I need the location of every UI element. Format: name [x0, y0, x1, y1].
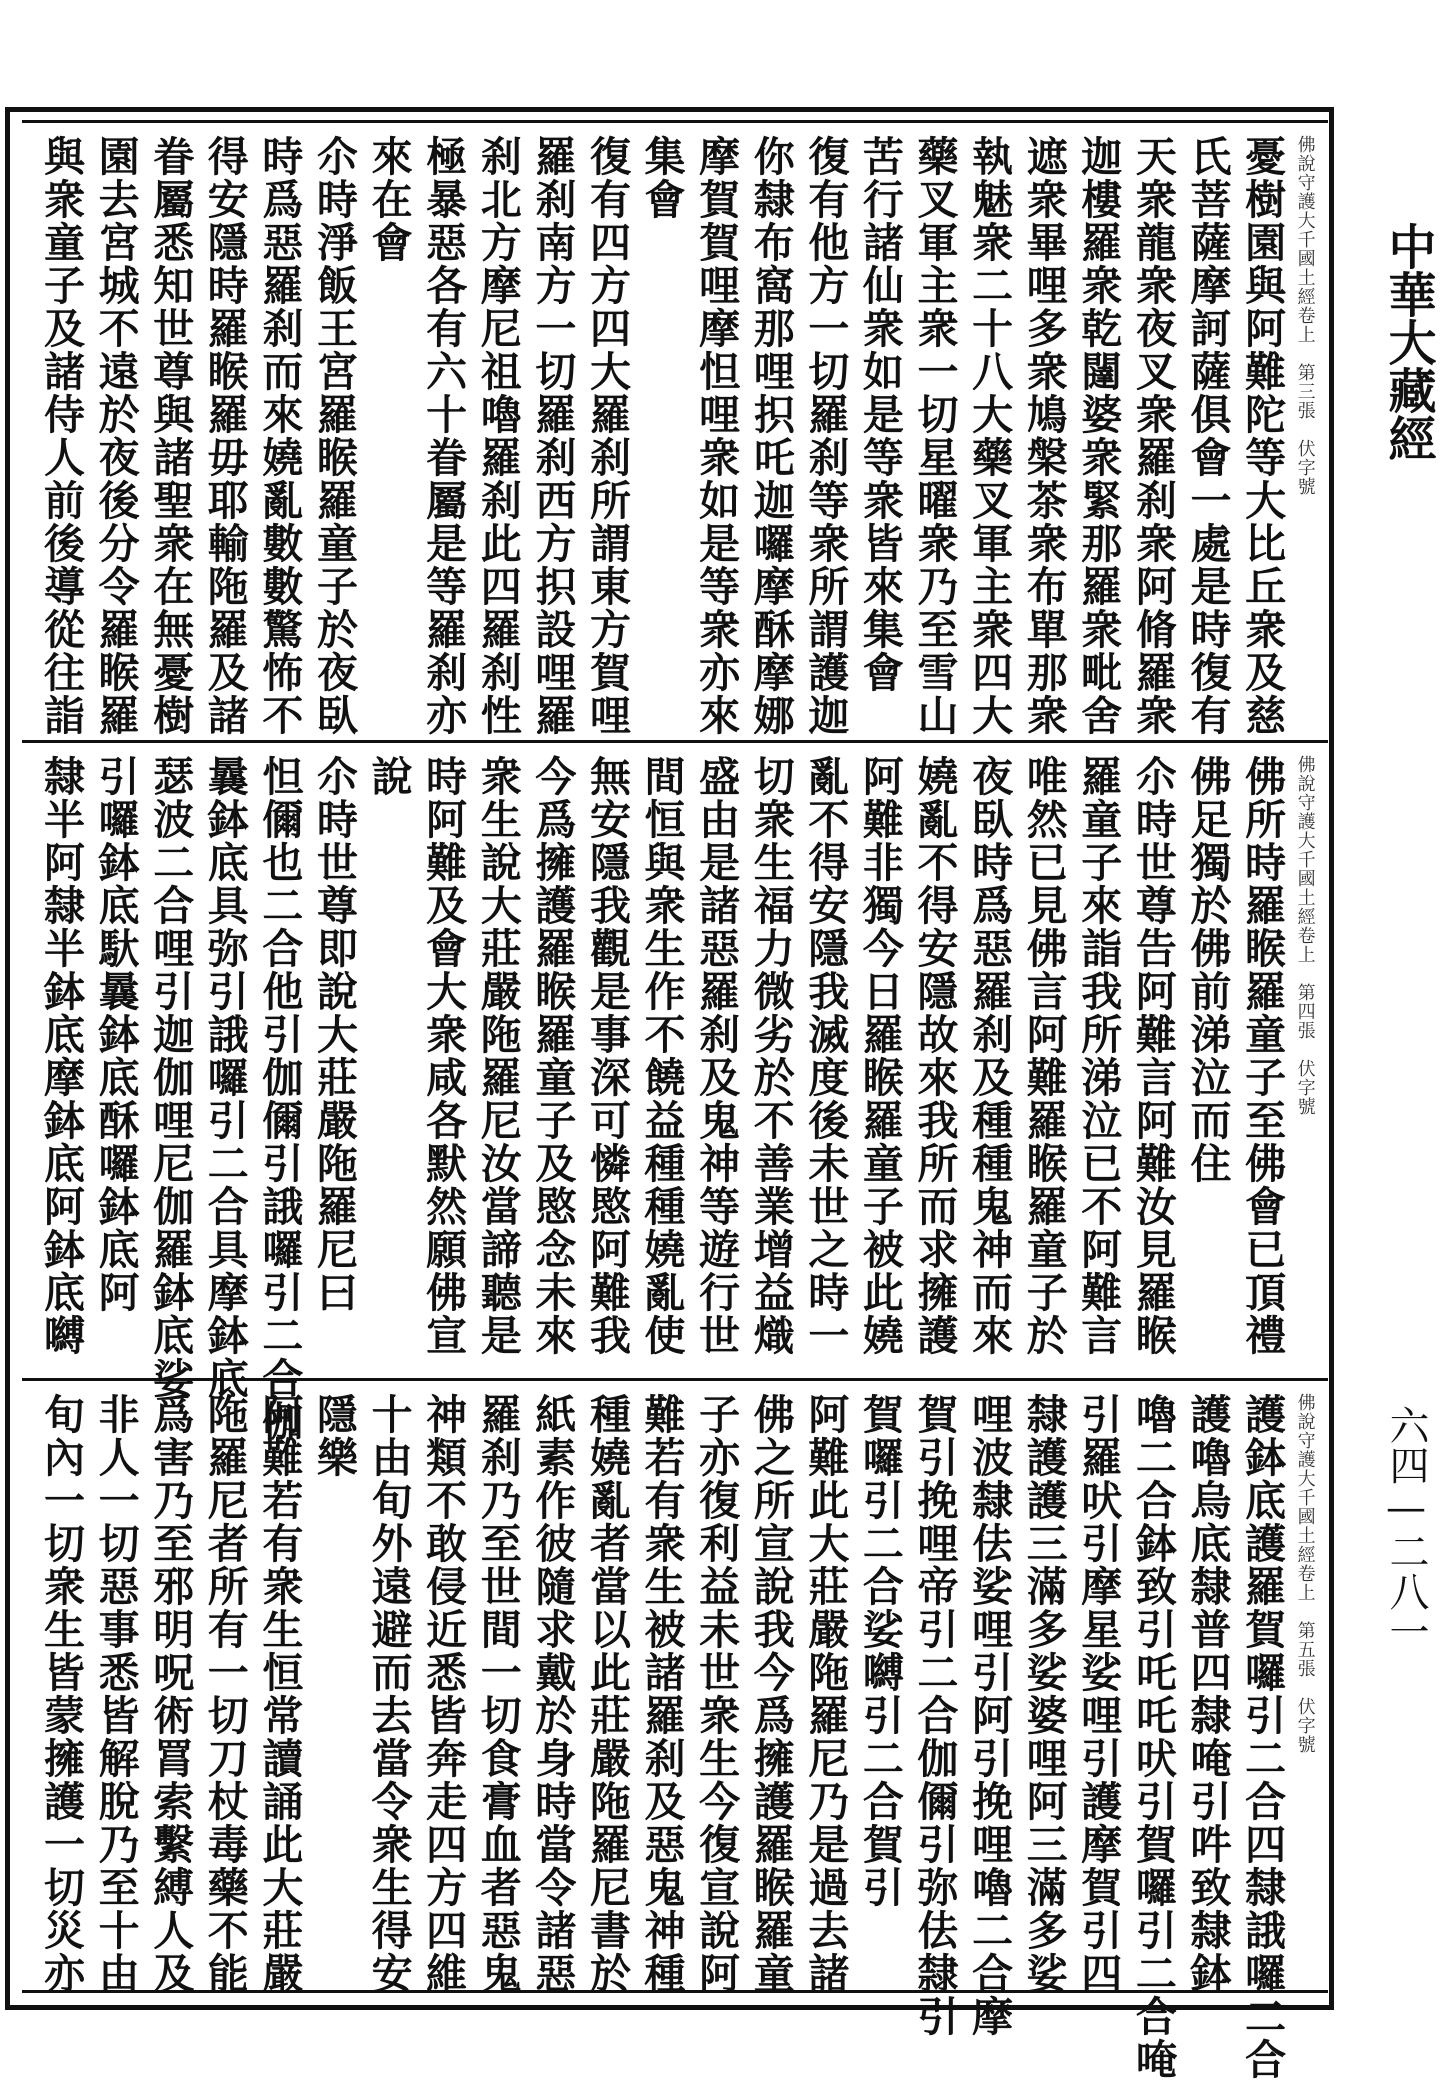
text-column: 唯然已見佛言阿難羅睺羅童子於: [1019, 755, 1068, 1357]
text-column: 時爲惡羅刹而來嬈亂數數驚怖不: [255, 135, 304, 737]
text-column: 今爲擁護羅睺羅童子及愍念未來: [528, 755, 577, 1357]
register-top: [22, 120, 1328, 740]
text-column: 種嬈亂者當以此莊嚴陁羅尼書於: [582, 1393, 631, 1995]
text-column: 刹北方摩尼祖嚕羅刹此四羅刹性: [473, 135, 522, 737]
text-column: 難若有衆生被諸羅刹及惡鬼神種: [637, 1393, 686, 1995]
text-column: 賀引挽哩帝引二合伽儞引弥佉隸引: [910, 1393, 959, 2038]
text-column: 十由旬外遠避而去當令衆生得安: [364, 1393, 413, 1995]
text-column: 時阿難及會大衆咸各默然願佛宣: [419, 755, 468, 1357]
text-columns: [37, 1393, 1316, 2081]
running-header: 佛說守護大千國土經卷上 第三張 伏字號: [1294, 135, 1316, 496]
page-number: 六四—二八一: [1383, 1405, 1429, 1651]
text-column: 羅刹乃至世間一切食膏血者惡鬼: [473, 1393, 522, 1995]
text-column: 嚕二合鉢致引吒吒吠引賀囉引二合唵: [1128, 1393, 1177, 2081]
text-column: 尒時世尊即說大莊嚴陁羅尼曰: [309, 755, 358, 1314]
text-column: 旬內一切衆生皆蒙擁護一切災亦: [37, 1393, 85, 1995]
text-column: 怛儞也二合他引伽儞引誐囉引二合伽: [255, 755, 304, 1443]
text-column: 藥叉軍主衆一切星曜衆乃至雪山: [910, 135, 959, 737]
text-column: 摩賀賀哩摩怛哩衆如是等衆亦來: [692, 135, 741, 737]
text-column: 亂不得安隱我滅度後未世之時一: [801, 755, 850, 1357]
text-column: 羅刹南方一切羅刹西方抧設哩羅: [528, 135, 577, 737]
text-column: 隸護護三滿多娑婆哩阿三滿多娑: [1019, 1393, 1068, 1995]
text-column: 與衆童子及諸侍人前後導從往詣: [37, 135, 85, 737]
text-column: 嬈亂不得安隱故來我所而求擁護: [910, 755, 959, 1357]
text-column: 隸半阿隸半鉢底摩鉢底阿鉢底嚩: [37, 755, 85, 1357]
text-column: 陁羅尼者所有一切刀杖毒藥不能: [200, 1393, 249, 1995]
text-column: 你隸布窩那哩抧吒迦囉摩酥摩娜: [746, 135, 795, 737]
text-column: 賀囉引二合娑嚩引二合賀引: [855, 1393, 904, 1909]
text-column: 園去宮城不遠於夜後分令羅睺羅: [91, 135, 140, 737]
text-column: 佛之所宣說我今爲擁護羅睺羅童: [746, 1393, 795, 1995]
text-column: 曩鉢底具弥引誐囉引二合具摩鉢底: [200, 755, 249, 1400]
text-column: 佛足獨於佛前涕泣而住: [1183, 755, 1232, 1185]
text-column: 說: [364, 755, 413, 798]
text-column: 夜臥時爲惡羅刹及種種鬼神而來: [965, 755, 1014, 1357]
text-column: 眷屬悉知世尊與諸聖衆在無憂樹: [146, 135, 195, 737]
text-column: 無安隱我觀是事深可憐愍阿難我: [582, 755, 631, 1357]
text-column: 尒時淨飯王宮羅睺羅童子於夜臥: [309, 135, 358, 737]
text-column: 護鉢底護羅賀囉引二合四隸誐囉二合: [1238, 1393, 1287, 2081]
text-column: 得安隱時羅睺羅毋耶輸陁羅及諸: [200, 135, 249, 737]
running-header: 佛說守護大千國土經卷上 第四張 伏字號: [1294, 755, 1316, 1116]
text-column: 盛由是諸惡羅刹及鬼神等遊行世: [692, 755, 741, 1357]
text-column: 瑟波二合哩引迦伽哩尼伽羅鉢底娑: [146, 755, 195, 1400]
text-column: 來在會: [364, 135, 413, 264]
collection-title: 中華大藏經: [1380, 222, 1436, 462]
text-column: 神類不敢侵近悉皆奔走四方四維: [419, 1393, 468, 1995]
text-column: 阿難此大莊嚴陁羅尼乃是過去諸: [801, 1393, 850, 1995]
text-column: 執魅衆二十八大藥叉軍主衆四大: [965, 135, 1014, 737]
text-column: 羅童子來詣我所涕泣已不阿難言: [1074, 755, 1123, 1357]
text-column: 復有他方一切羅刹等衆所謂護迦: [801, 135, 850, 737]
text-column: 紙素作彼隨求戴於身時當令諸惡: [528, 1393, 577, 1995]
register-bottom: [22, 1378, 1328, 2081]
text-column: 氏菩薩摩訶薩俱會一處是時復有: [1183, 135, 1232, 737]
text-column: 引羅吠引摩星娑哩引護摩賀引四: [1074, 1393, 1123, 1995]
text-column: 阿難非獨今日羅睺羅童子被此嬈: [855, 755, 904, 1357]
text-column: 非人一切惡事悉皆解脫乃至十由: [91, 1393, 140, 1995]
text-column: 子亦復利益未世衆生今復宣說阿: [692, 1393, 741, 1995]
text-column: 阿難若有衆生恒常讀誦此大莊嚴: [255, 1393, 304, 1995]
text-column: 衆生說大莊嚴陁羅尼汝當諦聽是: [473, 755, 522, 1357]
text-column: 復有四方四大羅刹所謂東方賀哩: [582, 135, 631, 737]
text-column: 護嚕烏底隸普四隸唵引吽致隸鉢: [1183, 1393, 1232, 1995]
text-column: 尒時世尊告阿難言阿難汝見羅睺: [1128, 755, 1177, 1357]
text-column: 引囉鉢底馱曩鉢底酥囉鉢底阿: [91, 755, 140, 1314]
text-column: 天衆龍衆夜叉衆羅刹衆阿脩羅衆: [1128, 135, 1177, 737]
text-column: 苦行諸仙衆如是等衆皆來集會: [855, 135, 904, 694]
text-column: 切衆生福力微劣於不善業增益熾: [746, 755, 795, 1357]
text-column: 隱樂: [309, 1393, 358, 1479]
text-column: 憂樹園與阿難陀等大比丘衆及慈: [1238, 135, 1287, 737]
text-columns: [37, 135, 1316, 737]
text-column: 集會: [637, 135, 686, 221]
text-column: 哩波隸佉娑哩引阿引挽哩嚕二合摩: [965, 1393, 1014, 2038]
text-column: 遮衆畢哩多衆鳩槃茶衆布單那衆: [1019, 135, 1068, 737]
text-column: 極暴惡各有六十眷屬是等羅刹亦: [419, 135, 468, 737]
text-column: 爲害乃至邪明呪術罥索繫縛人及: [146, 1393, 195, 1995]
text-column: 迦樓羅衆乾闥婆衆緊那羅衆毗舍: [1074, 135, 1123, 737]
text-column: 間恒與衆生作不饒益種種嬈亂使: [637, 755, 686, 1357]
running-header: 佛說守護大千國土經卷上 第五張 伏字號: [1294, 1393, 1316, 1754]
text-column: 佛所時羅睺羅童子至佛會已頂禮: [1238, 755, 1287, 1357]
